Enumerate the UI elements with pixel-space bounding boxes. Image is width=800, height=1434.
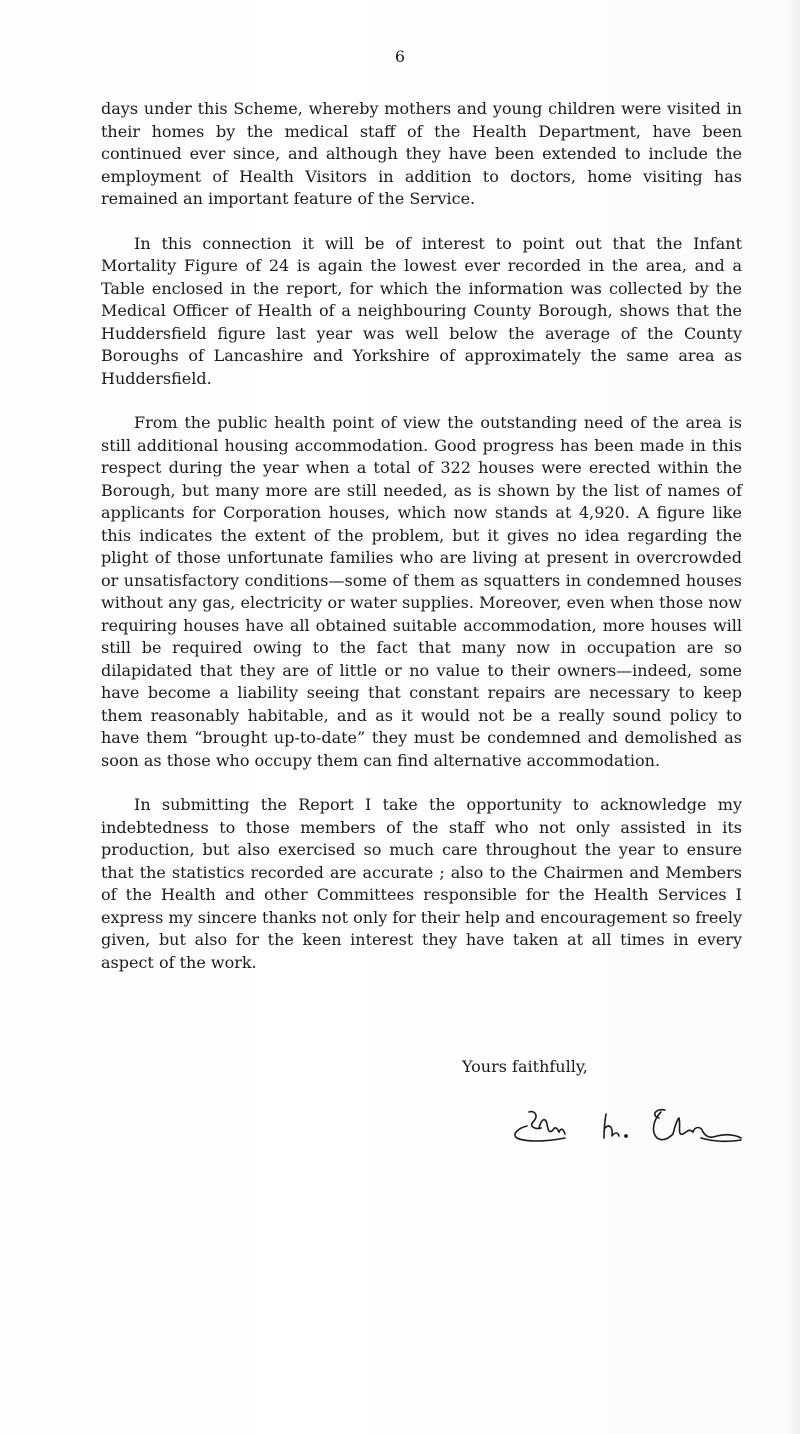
page-edge-shadow: [786, 0, 800, 1434]
paragraph-infant-mortality: In this connection it will be of interest to point out that the Infant Mortality Figure of 24 is again the lowest ever recorded in the area, and a Table enclosed in the report, for which the information was collected by the Medical Officer of Health of a neighbouring County Borough, shows that the Huddersfield figure last year was well below the average of the County Boroughs of Lancashire and Yorkshire of approximately the same area as Huddersfield.: [101, 233, 742, 388]
paragraph-home-visiting: days under this Scheme, whereby mothers and young children were visited in their homes by the medical staff of the Health Department, have been continued ever since, and although they have been extended to include the employment of Health Visitors in addition to doctors, home visiting has remained an important feature of the Service.: [101, 99, 742, 208]
paragraph-housing: From the public health point of view the outstanding need of the area is still additional housing accommodation. Good progress has been made in this respect during the year when a total of 322 houses were erected within the Borough, but many more are still needed, as is shown by the list of names of applicants for Corporation houses, which now stands at 4,920. A figure like this indicates the extent of the problem, but it gives no idea regarding the plight of those unfortunate families who are living at present in overcrowded or unsatisfactory conditions—some of them as squatters in condemned houses without any gas, electricity or water supplies. Moreover, even when those now requiring houses have all obtained suitable accommodation, more houses will still be required owing to the fact that many now in occupation are so dilapidated that they are of little or no value to their owners—indeed, some have become a liability seeing that constant repairs are necessary to keep them reasonably habitable, and as it would not be a really sound policy to have them “brought up-to-date” they must be condemned and demolished as soon as those who occupy them can find alternative accommodation.: [101, 413, 742, 770]
page-number: 6: [394, 47, 406, 66]
closing-salutation: Yours faithfully,: [462, 1057, 588, 1076]
paragraph-acknowledgements: In submitting the Report I take the opportunity to acknowledge my indebtedness to those members of the staff who not only assisted in its production, but also exercised so much care throughout the year to ensure that the statistics recorded are accurate ; also to the Chairmen and Members of the Health and other Committees responsible for the Health Services I express my sincere thanks not only for their help and encouragement so freely given, but also for the keen interest they have taken at all times in every aspect of the work.: [101, 795, 742, 972]
handwritten-signature: [505, 1098, 745, 1160]
letter-body: [101, 98, 742, 996]
